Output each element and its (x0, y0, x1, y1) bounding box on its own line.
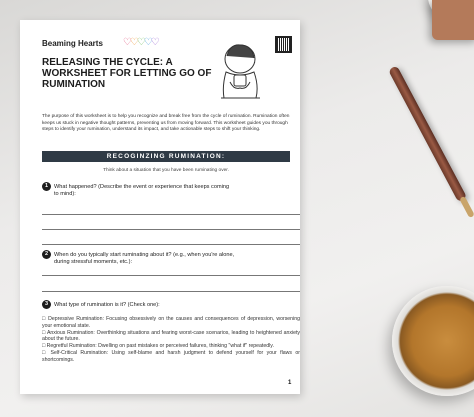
brand-name: Beaming Hearts (42, 38, 103, 48)
worksheet-title: RELEASING THE CYCLE: A WORKSHEET FOR LETTING GO OF RUMINATION (42, 57, 212, 90)
rumination-options (42, 316, 300, 364)
section-subtitle: Think about a situation that you have been ruminating over. (103, 168, 229, 173)
question-text-cont: during stressful moments, etc.): (54, 259, 133, 266)
heart-icon: ♡ (122, 37, 132, 48)
question-text: What happened? (Describe the event or experience that keeps coming (54, 183, 230, 190)
option-self-critical[interactable]: □ Self-Critical Rumination: Using self-blame and harsh judgment to defend yourself for your flaws or shortcomings. (42, 349, 300, 363)
brand-row (42, 38, 158, 48)
copper-jar (432, 0, 474, 40)
question-number: 2 (42, 250, 51, 259)
question-text: When do you typically start ruminating about it? (e.g., when you're alone, (54, 251, 235, 258)
answer-line[interactable] (42, 275, 300, 276)
option-regretful[interactable]: □ Regretful Rumination: Dwelling on past mistakes or perceived failures, thinking "what if" repeatedly. (42, 343, 274, 350)
person-sketch-icon (216, 42, 264, 100)
worksheet-page (20, 20, 300, 394)
question-text: What type of rumination is it? (Check one): (54, 301, 160, 308)
option-anxious[interactable]: □ Anxious Rumination: Overthinking situations and fearing worst-case scenarios, leading to heightened anxiety about the future. (42, 329, 300, 343)
question-number: 3 (42, 300, 51, 309)
heart-icon: ♡ (129, 37, 139, 48)
answer-line[interactable] (42, 229, 300, 230)
section-header: RECOGINZING RUMINATION: (42, 151, 290, 162)
answer-line[interactable] (42, 291, 300, 292)
qr-code-icon (275, 36, 292, 53)
hearts-logo-icon (123, 38, 158, 48)
heart-icon: ♡ (150, 37, 160, 48)
question-2 (42, 250, 292, 267)
question-number: 1 (42, 182, 51, 191)
intro-paragraph: The purpose of this worksheet is to help you recognize and break free from the cycle of rumination. Rumination often keeps us stuck in negative thought patterns, preventing us from moving forward. This worksheet guides you through steps to identify your rumination, understand its impact, and take actionable steps to shift your thinking. (42, 114, 290, 133)
option-depressive[interactable]: □ Depressive Rumination: Focusing obsessively on the causes and consequences of depression, worsening your emotional state. (42, 316, 300, 329)
page-number: 1 (288, 380, 292, 386)
question-1 (42, 182, 292, 199)
answer-line[interactable] (42, 244, 300, 245)
heart-icon: ♡ (136, 37, 146, 48)
heart-icon: ♡ (143, 37, 153, 48)
question-text-cont: to mind): (54, 191, 76, 198)
answer-line[interactable] (42, 214, 300, 215)
question-3 (42, 300, 292, 309)
